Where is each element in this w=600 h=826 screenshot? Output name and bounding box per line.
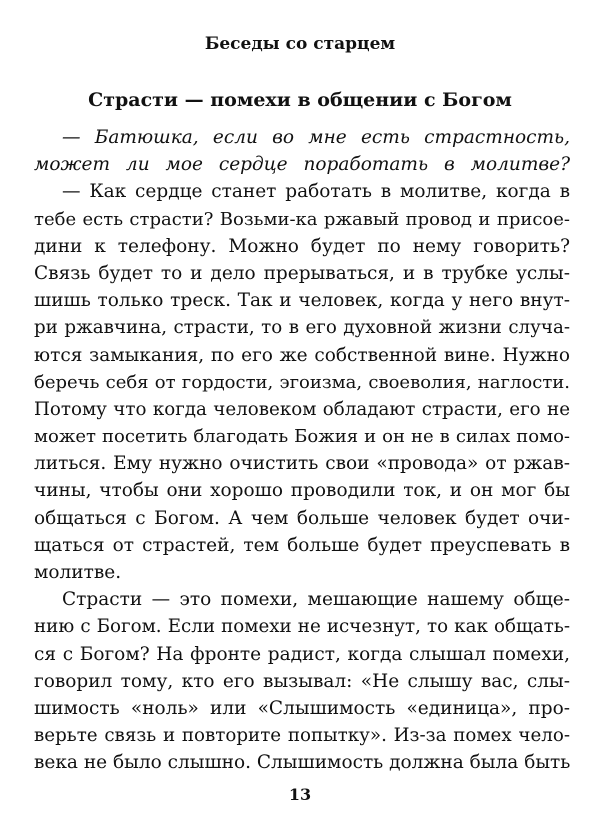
text-line: щаться от страстей, тем больше будет преуспевать в bbox=[34, 534, 570, 556]
text-line: Связь будет то и дело прерываться, и в трубке услы- bbox=[34, 262, 570, 284]
text-line: Потому что когда человеком обладают страсти, его не bbox=[34, 398, 570, 420]
text-line: говорил тому, кто его вызывал: «Не слышу вас, слы- bbox=[34, 670, 570, 692]
page-number: 13 bbox=[288, 785, 312, 804]
text-line: века не было слышно. Слышимость должна была быть bbox=[34, 752, 570, 774]
text-line: беречь себя от гордости, эгоизма, своеволия, наглости. bbox=[34, 371, 570, 393]
text-line: ся с Богом? На фронте радист, когда слышал помехи, bbox=[34, 643, 570, 665]
text-line: может посетить благодать Божия и он не в силах помо- bbox=[34, 426, 570, 448]
text-line: молитве. bbox=[34, 562, 122, 583]
text-line: — Как сердце станет работать в молитве, когда в bbox=[62, 181, 570, 203]
text-line: верьте связь и повторите попытку». Из-за помех чело- bbox=[34, 725, 570, 747]
text-line: ри ржавчина, страсти, то в его духовной жизни случа- bbox=[34, 317, 570, 339]
text-line: нию с Богом. Если помехи не исчезнут, то как общать- bbox=[34, 616, 570, 638]
text-line: чины, чтобы они хорошо проводили ток, и он мог бы bbox=[34, 480, 570, 502]
chapter-title: Страсти — помехи в общении с Богом bbox=[88, 89, 512, 111]
text-line: тебе есть страсти? Возьми-ка ржавый провод и присое- bbox=[34, 208, 570, 230]
text-line: ются замыкания, по его же собственной вине. Нужно bbox=[34, 344, 570, 366]
text-line: шимость «ноль» или «Слышимость «единица», про- bbox=[34, 697, 570, 719]
text-line: Страсти — это помехи, мешающие нашему обще- bbox=[62, 589, 570, 611]
text-line: литься. Ему нужно очистить свои «провода» от ржав- bbox=[34, 453, 570, 475]
running-header: Беседы со старцем bbox=[204, 34, 396, 54]
text-line: — Батюшка, если во мне есть страстность, bbox=[62, 127, 570, 148]
text-line: может ли мое сердце поработать в молитве? bbox=[34, 154, 570, 176]
text-line: дини к телефону. Можно будет по нему говорить? bbox=[34, 235, 570, 257]
text-line: шишь только треск. Так и человек, когда у него внут- bbox=[34, 290, 570, 312]
text-line: общаться с Богом. А чем больше человек будет очи- bbox=[34, 507, 570, 529]
body-text bbox=[34, 124, 570, 777]
